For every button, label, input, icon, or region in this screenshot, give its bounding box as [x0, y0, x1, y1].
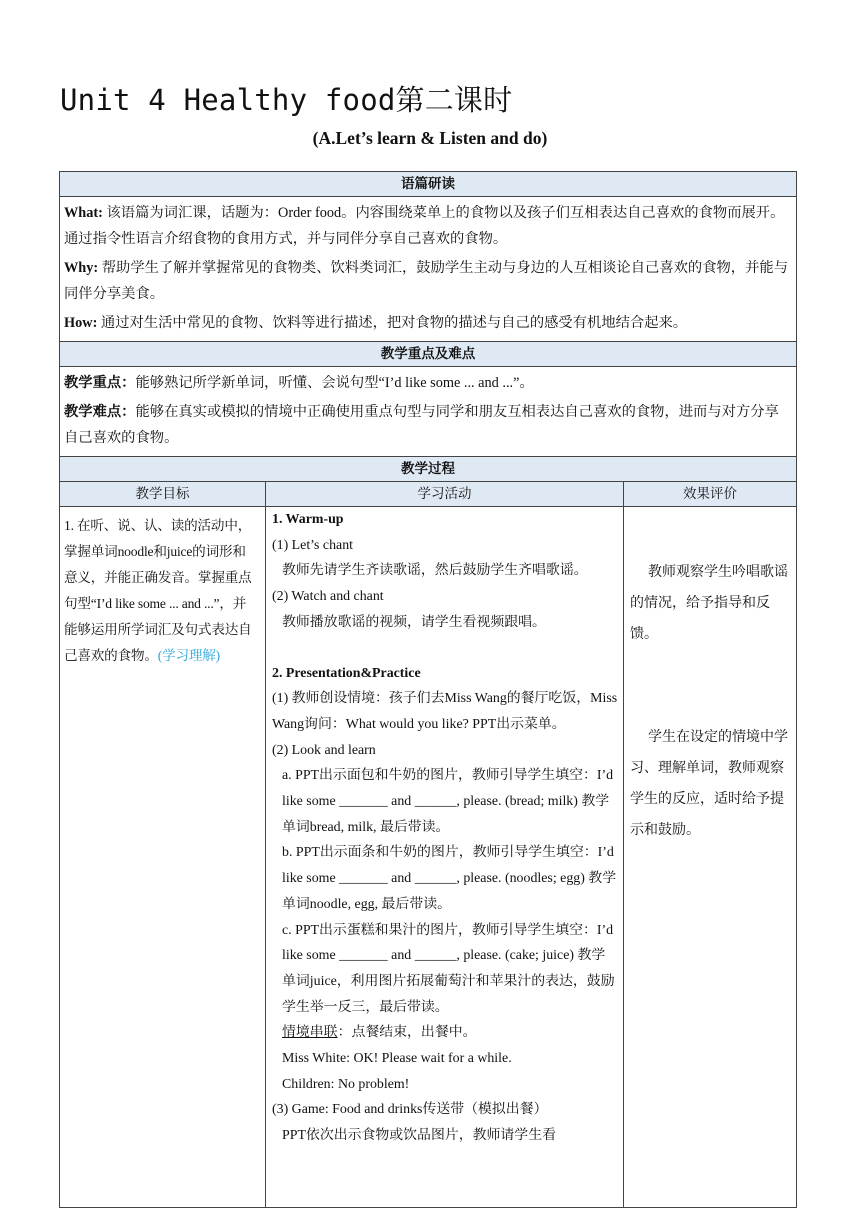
how-label: How: — [64, 315, 98, 331]
goal-text: 1. 在听、说、认、读的活动中，掌握单词noodle和juice的词形和意义，并能正确发音。掌握重点句型“I’d like some ... and ...”，并能够运用所学词汇及句式表达自己喜欢的食物。 — [64, 518, 252, 663]
lesson-plan-table — [59, 171, 797, 1208]
section-header-process: 教学过程 — [60, 457, 797, 482]
what-text: 该语篇为词汇课，话题为：Order food。内容围绕菜单上的食物以及孩子们互相表达自己喜欢的食物而展开。通过指令性语言介绍食物的食用方式，并与同伴分享自己喜欢的食物。 — [64, 205, 785, 247]
activity-line: (2) Watch and chant — [272, 589, 384, 605]
key-point-paragraph — [64, 370, 792, 396]
what-paragraph — [64, 200, 792, 252]
activity-cell — [266, 507, 624, 1208]
activity-block — [270, 507, 619, 1149]
page-subtitle: (A.Let’s learn & Listen and do) — [312, 128, 548, 148]
section-header-text-analysis: 语篇研读 — [60, 172, 797, 197]
activity-line: a. PPT出示面包和牛奶的图片，教师引导学生填空：I’d like some _______ and ______, please. (bread; milk) 教学单词bread, milk, 最后带读。 — [282, 768, 614, 835]
what-label: What: — [64, 205, 103, 221]
key-points-content — [60, 367, 797, 457]
spacer — [272, 636, 619, 661]
why-paragraph — [64, 255, 792, 307]
difficulty-paragraph — [64, 399, 792, 451]
context-link-label: 情境串联 — [282, 1025, 338, 1041]
goal-text-block — [64, 507, 261, 669]
goal-tag: (学习理解) — [157, 648, 220, 663]
text-analysis-content — [60, 197, 797, 342]
column-header-activities: 学习活动 — [266, 482, 624, 507]
step-presentation: 2. Presentation&Practice — [272, 665, 421, 681]
how-paragraph — [64, 310, 792, 336]
activity-line — [272, 1020, 619, 1046]
key-point-text: 能够熟记所学新单词，听懂、会说句型“I’d like some ... and ...”。 — [135, 375, 534, 391]
activity-line: (2) Look and learn — [272, 742, 376, 758]
page-title: Unit 4 Healthy food第二课时 — [60, 83, 513, 117]
evaluation-cell — [624, 507, 797, 1208]
key-point-label: 教学重点： — [64, 375, 136, 391]
section-header-key-points: 教学重点及难点 — [60, 342, 797, 367]
activity-line: 教师先请学生齐读歌谣，然后鼓励学生齐唱歌谣。 — [282, 563, 588, 579]
activity-line: (1) 教师创设情境：孩子们去Miss Wang的餐厅吃饭，Miss Wang询问：What would you like? PPT出示菜单。 — [272, 691, 618, 732]
dialogue-line: Children: No problem! — [282, 1076, 410, 1092]
column-header-goals: 教学目标 — [60, 482, 266, 507]
how-text: 通过对生活中常见的食物、饮料等进行描述，把对食物的描述与自己的感受有机地结合起来。 — [97, 315, 688, 331]
activity-line: (3) Game: Food and drinks传送带（模拟出餐） — [272, 1102, 548, 1118]
activity-line: b. PPT出示面条和牛奶的图片，教师引导学生填空：I’d like some _______ and ______, please. (noodles; egg) 教学单词noodle, egg, 最后带读。 — [282, 845, 617, 912]
step-warm-up: 1. Warm-up — [272, 512, 344, 527]
activity-line: c. PPT出示蛋糕和果汁的图片，教师引导学生填空：I’d like some _______ and ______, please. (cake; juice) 教学单词juice，利用图片拓展葡萄汁和苹果汁的表达，鼓励学生举一反三，最后带读。 — [282, 922, 615, 1015]
difficulty-label: 教学难点： — [64, 404, 136, 420]
why-text: 帮助学生了解并掌握常见的食物类、饮料类词汇，鼓励学生主动与身边的人互相谈论自己喜欢的食物，并能与同伴分享美食。 — [64, 260, 788, 302]
evaluation-warm-up: 教师观察学生吟唱歌谣的情况，给予指导和反馈。 — [630, 565, 788, 642]
activity-line: (1) Let’s chant — [272, 537, 353, 553]
activity-line: PPT依次出示食物或饮品图片，教师请学生看 — [282, 1128, 556, 1144]
context-link-text: ：点餐结束，出餐中。 — [337, 1025, 477, 1041]
difficulty-text: 能够在真实或模拟的情境中正确使用重点句型与同学和朋友互相表达自己喜欢的食物，进而与对方分享自己喜欢的食物。 — [64, 404, 779, 446]
activity-line: 教师播放歌谣的视频，请学生看视频跟唱。 — [282, 614, 546, 630]
goal-cell — [60, 507, 266, 1208]
dialogue-line: Miss White: OK! Please wait for a while. — [282, 1051, 512, 1067]
why-label: Why: — [64, 260, 99, 276]
column-header-evaluation: 效果评价 — [624, 482, 797, 507]
evaluation-presentation: 学生在设定的情境中学习、理解单词，教师观察学生的反应，适时给予提示和鼓励。 — [630, 730, 788, 838]
